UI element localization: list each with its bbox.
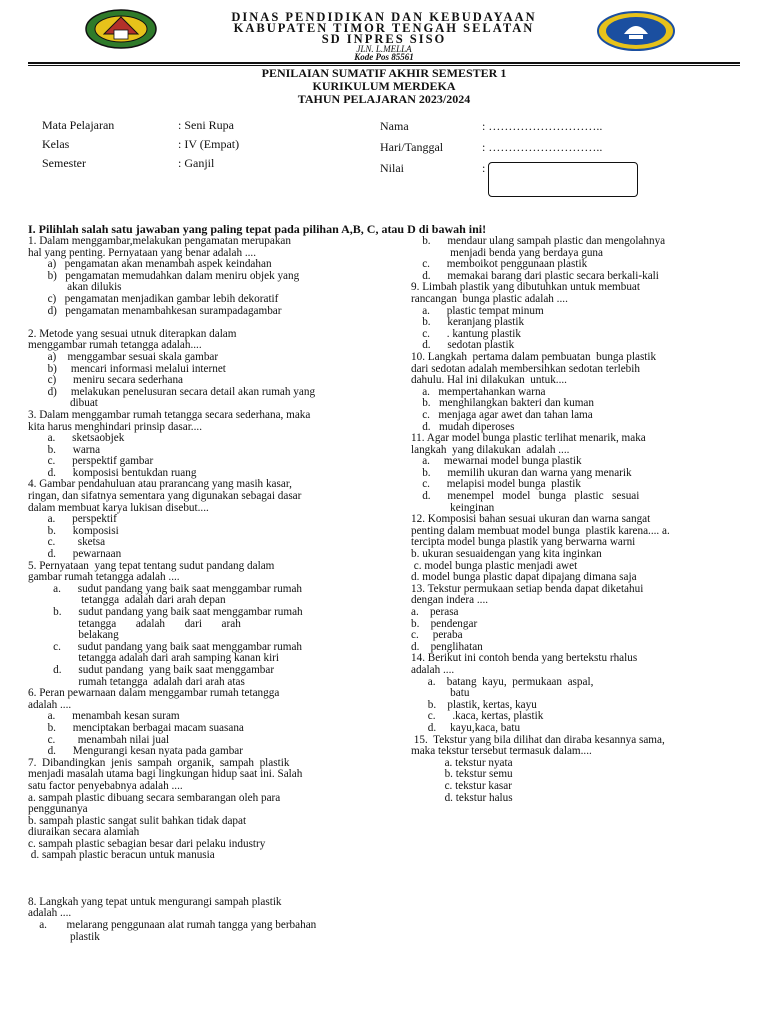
question-line: a. batang kayu, permukaan aspal,: [411, 675, 594, 688]
subject-value: : Seni Rupa: [178, 118, 234, 132]
question-line: 12. Komposisi bahan sesuai ukuran dan warna sangat: [411, 513, 651, 526]
question-line: c. melapisi model bunga plastik: [411, 478, 581, 491]
question-line: b. komposisi: [28, 524, 119, 537]
question-line: akan dilukis: [28, 281, 122, 294]
question-line: b. pendengar: [411, 617, 478, 630]
question-line: a. perspektif: [28, 513, 117, 526]
question-line: a) menggambar sesuai skala gambar: [28, 350, 219, 363]
header-address: JLN. L.MELLA: [356, 44, 412, 54]
question-line: c. model bunga plastic menjadi awet: [411, 559, 578, 572]
question-line: a. perasa: [411, 606, 459, 618]
question-line: d) pengamatan menambahkesan surampadagambar: [28, 304, 282, 317]
question-line: d. komposisi bentukdan ruang: [28, 466, 197, 479]
question-line: 11. Agar model bunga plastic terlihat menarik, maka: [411, 432, 646, 445]
question-line: gambar rumah tetangga adalah ....: [28, 571, 180, 584]
question-line: 8. Langkah yang tepat untuk mengurangi sampah plastik: [28, 895, 282, 908]
question-line: c. perspektif gambar: [28, 455, 154, 468]
question-line: 9. Limbah plastik yang dibutuhkan untuk membuat: [411, 281, 640, 294]
question-line: c. menjaga agar awet dan tahan lama: [411, 408, 593, 421]
question-line: dahulu. Hal ini dilakukan untuk....: [411, 374, 567, 387]
question-line: 2. Metode yang sesuai utnuk diterapkan dalam: [28, 327, 237, 340]
question-line: a. melarang penggunaan alat rumah tangga yang berbahan: [28, 919, 317, 932]
question-line: 15. Tekstur yang bila dilihat dan diraba kesannya sama,: [411, 733, 665, 746]
exam-title: PENILAIAN SUMATIF AKHIR SEMESTER 1: [261, 66, 507, 80]
question-line: d. model bunga plastic dapat dipajang dimana saja: [411, 571, 637, 584]
question-line: d. tekstur halus: [411, 791, 513, 804]
question-line: c. sketsa: [28, 536, 106, 549]
subject-label: Mata Pelajaran: [42, 118, 115, 132]
question-line: b. menciptakan berbagai macam suasana: [28, 721, 244, 734]
question-line: b) mencari informasi melalui internet: [28, 362, 226, 375]
question-line: d. sudut pandang yang baik saat menggambar: [28, 663, 275, 676]
question-line: 7. Dibandingkan jenis sampah organik, sampah plastik: [28, 756, 290, 769]
question-line: a. mempertahankan warna: [411, 385, 546, 398]
question-line: keinginan: [411, 501, 495, 514]
section-instruction: I. Pilihlah salah satu jawaban yang paling tepat pada pilihan A,B, C, atau D di bawah ini!: [28, 222, 487, 236]
question-line: d. menempel model bunga plastic sesuai: [411, 490, 640, 503]
name-field[interactable]: : ………………………..: [482, 119, 603, 133]
question-line: c. peraba: [411, 629, 463, 642]
question-line: tercipta model bunga plastik yang berwarna warni: [411, 536, 636, 549]
header-agency: DINAS PENDIDIKAN DAN KEBUDAYAAN: [231, 10, 537, 24]
question-line: d. memakai barang dari plastic secara berkali-kali: [411, 269, 659, 282]
question-line: b. sudut pandang yang baik saat menggambar rumah: [28, 606, 303, 618]
question-line: c. menambah nilai jual: [28, 733, 170, 746]
question-line: 14. Berikut ini contoh benda yang bertekstu rhalus: [411, 652, 638, 665]
question-line: a. sudut pandang yang baik saat menggambar rumah: [28, 582, 303, 595]
question-line: ringan, dan sifatnya sementara yang digunakan sebagai dasar: [28, 490, 302, 503]
header-postal: Kode Pos 85561: [354, 52, 414, 62]
question-line: rumah tetangga adalah dari arah atas: [28, 675, 245, 688]
score-colon: :: [482, 161, 486, 175]
date-label: Hari/Tanggal: [380, 140, 444, 154]
score-box[interactable]: [488, 162, 638, 197]
question-line: c. .kaca, kertas, plastik: [411, 710, 544, 723]
question-line: adalah ....: [28, 907, 72, 920]
class-label: Kelas: [42, 137, 70, 151]
question-line: b. plastik, kertas, kayu: [411, 698, 537, 711]
question-line: c. sudut pandang yang baik saat menggambar rumah: [28, 640, 303, 653]
question-line: d. sedotan plastik: [411, 339, 515, 352]
question-line: menjadi masalah utama bagi lingkungan hidup saat ini. Salah: [28, 768, 303, 781]
question-line: tetangga adalah dari arah: [28, 617, 241, 630]
question-line: [28, 862, 398, 874]
date-field[interactable]: : ………………………..: [482, 140, 603, 154]
question-line: dari sedotan adalah membersihkan sedotan terlebih: [411, 362, 640, 375]
question-line: a. menambah kesan suram: [28, 710, 180, 723]
question-line: b. memilih ukuran dan warna yang menarik: [411, 466, 632, 479]
question-line: c) pengamatan menjadikan gambar lebih dekoratif: [28, 292, 279, 305]
question-line: b) pengamatan memudahkan dalam meniru objek yang: [28, 269, 300, 282]
question-line: c. tekstur kasar: [411, 779, 512, 792]
question-line: a. tekstur nyata: [411, 756, 513, 769]
question-line: a) pengamatan akan menambah aspek keindahan: [28, 258, 272, 271]
question-line: d. sampah plastic beracun untuk manusia: [28, 849, 215, 862]
question-line: langkah yang dilakukan adalah ....: [411, 443, 570, 456]
question-line: 6. Peran pewarnaan dalam menggambar rumah tetangga: [28, 687, 280, 700]
class-value: : IV (Empat): [178, 137, 240, 151]
question-line: satu factor penyebabnya adalah ....: [28, 779, 183, 792]
question-line: 5. Pernyataan yang tepat tentang sudut pandang dalam: [28, 559, 275, 572]
question-line: 3. Dalam menggambar rumah tetangga secara sederhana, maka: [28, 408, 311, 421]
question-line: [28, 874, 398, 886]
question-line: kita harus menghindari prinsip dasar....: [28, 420, 202, 433]
question-line: adalah ....: [411, 663, 455, 676]
question-line: c. . kantung plastik: [411, 327, 521, 340]
question-line: b. mendaur ulang sampah plastic dan mengolahnya: [411, 235, 666, 247]
question-line: d. penglihatan: [411, 640, 483, 653]
score-label: Nilai: [380, 161, 404, 175]
question-line: menjadi benda yang berdaya guna: [411, 246, 603, 259]
question-line: batu: [411, 687, 470, 700]
question-line: tetangga adalah dari arah depan: [28, 594, 226, 607]
semester-value: : Ganjil: [178, 156, 215, 170]
question-line: dibuat: [28, 397, 98, 410]
question-line: c. memboikot penggunaan plastik: [411, 258, 588, 271]
regency-emblem-logo: [84, 8, 158, 50]
question-line: b. keranjang plastik: [411, 316, 525, 329]
question-line: a. sampah plastic dibuang secara sembarangan oleh para: [28, 791, 281, 804]
question-line: dalam membuat karya lukisan disebut....: [28, 501, 209, 514]
question-line: 4. Gambar pendahuluan atau prarancang yang masih kasar,: [28, 478, 292, 491]
question-line: d. Mengurangi kesan nyata pada gambar: [28, 745, 243, 758]
question-line: d. mudah diperoses: [411, 420, 515, 433]
question-line: rancangan bunga plastic adalah ....: [411, 292, 568, 305]
header-regency: KABUPATEN TIMOR TENGAH SELATAN: [233, 21, 535, 35]
question-line: b. sampah plastic sangat sulit bahkan tidak dapat: [28, 814, 247, 827]
left-column: [28, 236, 398, 943]
question-line: b. menghilangkan bakteri dan kuman: [411, 397, 594, 410]
question-line: plastik: [28, 930, 100, 943]
question-line: d. kayu,kaca, batu: [411, 721, 521, 734]
question-line: belakang: [28, 629, 119, 642]
question-line: diuraikan secara alamiah: [28, 826, 140, 839]
question-line: 10. Langkah pertama dalam pembuatan bunga plastik: [411, 350, 657, 363]
question-line: c. sampah plastic sebagian besar dari pelaku industry: [28, 837, 266, 850]
question-line: maka tekstur tersebut termasuk dalam....: [411, 745, 592, 758]
name-label: Nama: [380, 119, 409, 133]
question-line: [28, 317, 398, 329]
question-line: d) melakukan penelusuran secara detail akan rumah yang: [28, 385, 316, 398]
question-line: b. tekstur semu: [411, 768, 513, 781]
header-divider: [28, 62, 740, 64]
right-column: [411, 236, 751, 804]
question-line: a. mewarnai model bunga plastik: [411, 455, 582, 468]
question-line: 1. Dalam menggambar,melakukan pengamatan merupakan: [28, 235, 291, 247]
question-line: menggambar rumah tetangga adalah....: [28, 339, 202, 352]
curriculum-title: KURIKULUM MERDEKA: [312, 79, 456, 93]
semester-label: Semester: [42, 156, 86, 170]
question-line: b. ukuran sesuaidengan yang kita inginkan: [411, 548, 602, 561]
academic-year-title: TAHUN PELAJARAN 2023/2024: [297, 92, 471, 106]
question-line: hal yang penting. Pernyataan yang benar adalah ....: [28, 246, 257, 259]
question-line: b. warna: [28, 443, 101, 456]
question-line: a. plastic tempat minum: [411, 304, 544, 317]
question-line: d. pewarnaan: [28, 548, 122, 561]
question-line: penting dalam membuat model bunga plastik karena.... a.: [411, 524, 670, 537]
question-line: tetangga adalah dari arah samping kanan kiri: [28, 652, 280, 665]
question-line: adalah ....: [28, 698, 72, 711]
question-line: 13. Tekstur permukaan setiap benda dapat diketahui: [411, 582, 644, 595]
header-school: SD INPRES SISO: [321, 32, 447, 46]
question-line: penggunanya: [28, 803, 88, 816]
question-line: a. sketsaobjek: [28, 432, 125, 445]
question-line: c) meniru secara sederhana: [28, 374, 183, 387]
question-line: dengan indera ....: [411, 594, 489, 607]
